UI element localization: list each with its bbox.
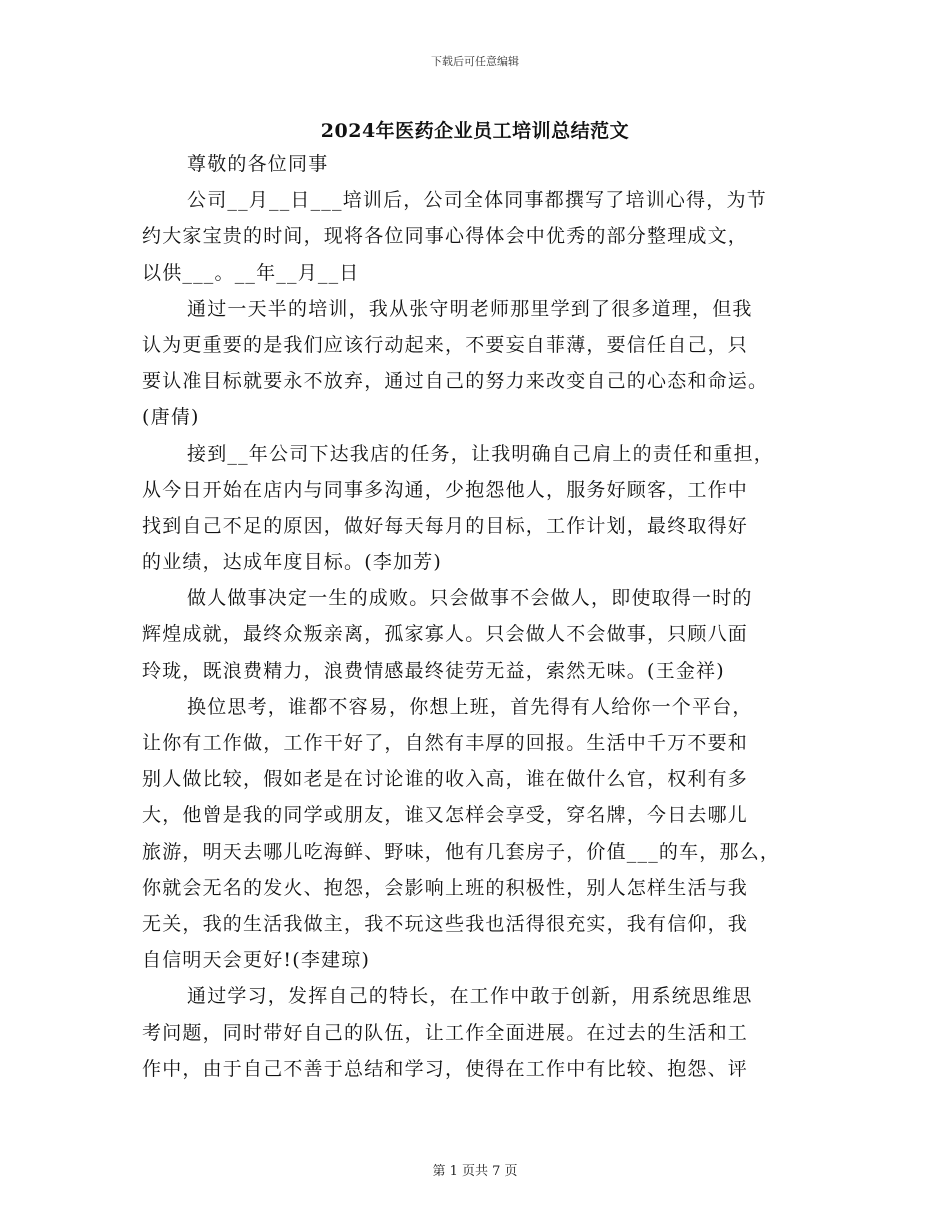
text-line: 从今日开始在店内与同事多沟通，少抱怨他人，服务好顾客，工作中: [142, 478, 749, 501]
text-line: 接到__年公司下达我店的任务，让我明确自己肩上的责任和重担，: [187, 442, 775, 465]
text-line: 别人做比较，假如老是在讨论谁的收入高，谁在做什么官，权利有多: [142, 768, 749, 791]
text-line: 通过一天半的培训，我从张守明老师那里学到了很多道理，但我: [187, 297, 753, 320]
text-line: 旅游，明天去哪儿吃海鲜、野味，他有几套房子，价值___的车，那么，: [142, 840, 781, 863]
text-line: 玲珑，既浪费精力，浪费情感最终徒劳无益，索然无味。(王金祥): [142, 659, 725, 682]
text-line: 让你有工作做，工作干好了，自然有丰厚的回报。生活中千万不要和: [142, 732, 749, 754]
text-line: 公司__月__日___培训后，公司全体同事都撰写了培训心得，为节: [187, 189, 767, 212]
text-line: 无关，我的生活我做主，我不玩这些我也活得很充实，我有信仰，我: [142, 912, 749, 935]
text-line: 辉煌成就，最终众叛亲离，孤家寡人。只会做人不会做事，只顾八面: [142, 623, 749, 646]
text-line: 通过学习，发挥自己的特长，在工作中敢于创新，用系统思维思: [187, 985, 753, 1008]
text-line: 以供___。__年__月__日: [142, 261, 360, 284]
text-line: 做人做事决定一生的成败。只会做事不会做人，即使取得一时的: [187, 587, 753, 610]
text-line: 大，他曾是我的同学或朋友，谁又怎样会享受，穿名牌，今日去哪儿: [142, 804, 749, 827]
page-number: 第 1 页共 7 页: [432, 1164, 518, 1179]
text-line: 要认准目标就要永不放弃，通过自己的努力来改变自己的心态和命运。: [142, 370, 769, 393]
text-line: 的业绩，达成年度目标。(李加芳): [142, 551, 443, 574]
text-line: 自信明天会更好!(李建琼): [142, 949, 371, 972]
text-line: 考问题，同时带好自己的队伍，让工作全面进展。在过去的生活和工: [142, 1021, 749, 1044]
text-line: 换位思考，谁都不容易，你想上班，首先得有人给你一个平台，: [187, 695, 753, 718]
text-line: 尊敬的各位同事: [187, 153, 329, 175]
text-line: (唐倩): [142, 406, 200, 429]
document-title: 2024年医药企业员工培训总结范文: [320, 120, 630, 142]
document-body: [142, 146, 818, 1087]
page-header-note: 下载后可任意编辑: [431, 55, 519, 68]
text-line: 你就会无名的发火、抱怨，会影响上班的积极性，别人怎样生活与我: [142, 876, 749, 899]
text-line: 认为更重要的是我们应该行动起来，不要妄自菲薄，要信任自己，只: [142, 333, 749, 356]
text-line: 约大家宝贵的时间，现将各位同事心得体会中优秀的部分整理成文，: [142, 225, 749, 248]
text-line: 找到自己不足的原因，做好每天每月的目标，工作计划，最终取得好: [142, 514, 749, 537]
text-line: 作中，由于自己不善于总结和学习，使得在工作中有比较、抱怨、评: [142, 1057, 749, 1080]
